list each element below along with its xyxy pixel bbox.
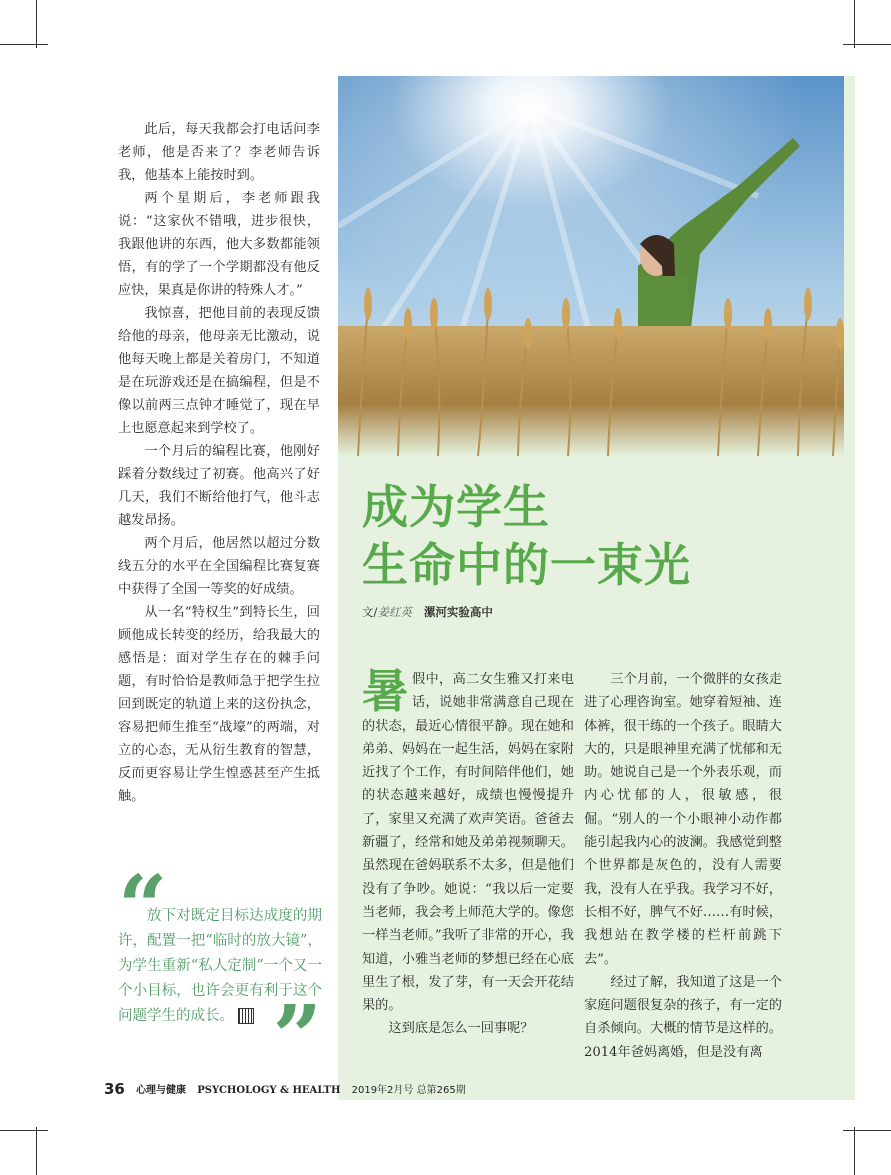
paragraph: 我惊喜，把他目前的表现反馈给他的母亲，他母亲无比激动，说他每天晚上都是关着房门，不知道是在玩游戏还是在搞编程，但是不像以前两三点钟才睡觉了，现在早上也愿意起来到学校了。 [118, 306, 320, 436]
paragraph: 一个月后的编程比赛，他刚好踩着分数线过了初赛。他高兴了好几天，我们不断给他打气，他斗志越发昂扬。 [118, 444, 320, 528]
title-line-2: 生命中的一束光 [362, 538, 691, 592]
paragraph: 这到底是怎么一回事呢？ [388, 1021, 534, 1037]
title-line-1: 成为学生 [362, 480, 550, 534]
paragraph: 三个月前，一个微胖的女孩走进了心理咨询室。她穿着短袖、连体裤，很干练的一个孩子。眼睛大大的，只是眼神里充满了忧郁和无助。她说自己是一个外表乐观，而内心忧郁的人，很敏感，很倔。“别人的一个小眼神小动作都能引起我内心的波澜。我感觉到整个世界都是灰色的，没有人需要我，没有人在乎我。我学习不好，长相不好，脾气不好……有时候，我想站在教学楼的栏杆前跳下去”。 [584, 672, 782, 967]
magazine-name-en: PSYCHOLOGY & HEALTH [197, 1085, 341, 1096]
magazine-name: 心理与健康 [136, 1085, 187, 1096]
quote-open-icon: “ [118, 857, 168, 958]
author-school: 漯河实验高中 [423, 605, 493, 619]
total-issue: 总第265期 [416, 1085, 466, 1096]
byline-prefix: 文/ [362, 605, 378, 619]
quote-close-icon: ” [272, 987, 322, 1088]
issue: 2019年2月号 [351, 1085, 414, 1096]
paragraph: 经过了解，我知道了这是一个家庭问题很复杂的孩子，有一定的自杀倾向。大概的情节是这样的。2014年爸妈离婚，但是没有离 [584, 974, 782, 1060]
seal-icon [238, 1008, 254, 1024]
article-column-2 [584, 668, 782, 1064]
paragraph: 暑假中，高二女生雅又打来电话，说她非常满意自己现在的状态，最近心情很平静。现在她和弟弟、妈妈在一起生活，妈妈在家附近找了个工作，有时间陪伴他们，她的状态越来越好，成绩也慢慢提升了，家里又充满了欢声笑语。爸爸去新疆了，经常和她及弟弟视频聊天。虽然现在爸妈联系不太多，但是他们没有了争吵。她说：“我以后一定要当老师，我会考上师范大学的。像您一样当老师。”我听了非常的开心，我知道，小雅当老师的梦想已经在心底里生了根，发了芽，有一天会开花结果的。 [362, 664, 574, 1014]
pull-quote [118, 857, 328, 1088]
byline [362, 604, 493, 620]
paragraph: 从一名“特权生”到特长生，回顾他成长转变的经历，给我最大的感悟是：面对学生存在的棘手问题，有时恰恰是教师急于把学生拉回到既定的轨道上来的这份执念，容易把师生推至“战壕”的两端，对立的心态，无从衍生教育的智慧，反而更容易让学生惶惑甚至产生抵触。 [118, 605, 320, 804]
left-column [118, 118, 320, 808]
paragraph: 此后，每天我都会打电话问李老师，他是否来了？李老师告诉我，他基本上能按时到。 [118, 122, 320, 183]
drop-cap: 暑 [362, 664, 408, 718]
author-name: 姜红英 [377, 605, 412, 619]
paragraph: 两个星期后，李老师跟我说：“这家伙不错哦，进步很快，我跟他讲的东西，他大多数都能领悟，有的学了一个学期都没有他反应快，果真是你讲的特殊人才。” [118, 191, 320, 298]
page-number: 36 [104, 1080, 125, 1098]
article-title [362, 478, 691, 594]
hero-photo [338, 76, 844, 456]
page-footer [104, 1080, 466, 1098]
pull-quote-text: 放下对既定目标达成度的期许，配置一把“临时的放大镜”，为学生重新“私人定制”一个又一个小目标，也许会更有利于这个问题学生的成长。 [118, 908, 322, 1024]
article-column-1 [362, 664, 574, 1041]
paragraph: 两个月后，他居然以超过分数线五分的水平在全国编程比赛复赛中获得了全国一等奖的好成绩。 [118, 536, 320, 597]
